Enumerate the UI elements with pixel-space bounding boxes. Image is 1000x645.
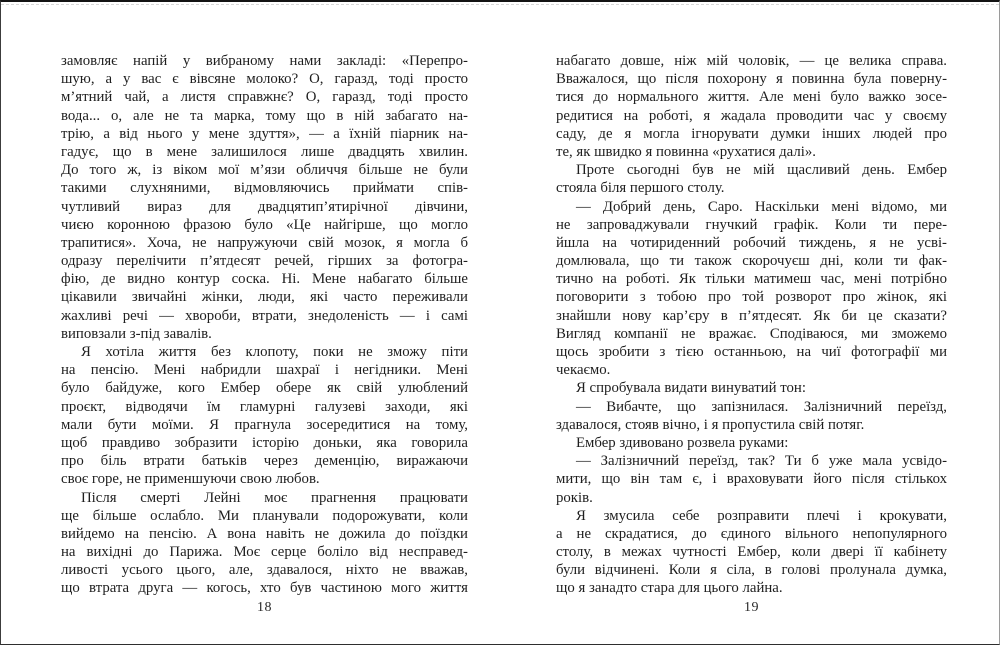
text-line: років.: [555, 489, 593, 506]
text-line: такими слухняними, відмовляючись приймати спів-: [61, 180, 468, 197]
text-line: те, як швидко я повинна «рухатися далі».: [555, 143, 816, 160]
text-line: не запроваджували гнучкий графік. Коли ти пере-: [555, 216, 947, 233]
text-line: гадує, що в мене залишилося лише двадцять хвилин.: [61, 143, 468, 160]
book-page-left: [1, 2, 500, 644]
text-line: проєкт, відводячи їм гламурні галузеві заходи, які: [61, 398, 468, 415]
text-line: чиєю коронною фразою було «Це найгірше, що могло: [61, 216, 468, 233]
book-page-right: [500, 2, 999, 644]
text-line: редитися на роботі, я жадала проводити час у своєму: [555, 107, 947, 124]
text-line: саду, де я могла ігнорувати думки інших людей про: [555, 125, 947, 142]
text-line: а не скрадатися, до єдиного вільного непопулярного: [555, 525, 947, 542]
text-line: Ембер здивовано розвела руками:: [575, 434, 789, 451]
text-line: — Добрий день, Саро. Наскільки мені відомо, ми: [575, 198, 947, 215]
text-line: одразу перелічити п’ятдесят речей, гірших за фотогра-: [61, 253, 468, 270]
text-line: на пенсію. Мені набридли шахраї і негідники. Мені: [61, 362, 468, 379]
text-line: мали бути моїми. Я прагнула зосередитися на тому,: [61, 416, 468, 433]
text-line: чекаємо.: [555, 362, 611, 379]
text-line: столу, в межах чутності Ембер, коли двері її кабінету: [555, 544, 947, 561]
text-line: трапитися». Хоча, не напружуючи свій мозок, я могла б: [61, 234, 468, 251]
text-line: жахливі речі — хвороби, втрати, знедоленість — і самі: [61, 307, 468, 324]
text-line: було байдуже, кого Ембер обере як свій улюблений: [61, 380, 468, 397]
text-line: Вважалося, що після похорону я повинна була поверну-: [555, 71, 947, 88]
text-line: стояла біля першого столу.: [555, 180, 725, 197]
text-line: тично на роботі. Як тільки матимеш час, мені потрібно: [555, 271, 947, 288]
text-line: чутливий вираз для двадцятип’ятирічної дівчини,: [61, 198, 468, 215]
text-line: замовляє напій у вибраному нами закладі: «Перепро-: [61, 53, 468, 69]
text-line: Проте сьогодні був не мій щасливий день. Ембер: [575, 162, 947, 179]
page-number-right: 19: [743, 600, 759, 615]
text-line: ливості усього цього, але, здавалося, ніхто не вважав,: [61, 562, 468, 579]
text-line: мити, що він там є, і враховувати його після стількох: [555, 471, 947, 488]
text-line: своє горе, не применшуючи свою любов.: [61, 471, 320, 488]
text-line: ще більше ослабло. Ми планували подорожувати, коли: [61, 507, 468, 524]
text-line: на вихідні до Парижа. Моє серце боліло від несправед-: [61, 544, 468, 561]
text-line: трію, а від нього у мене здуття», — а їхній піарник на-: [61, 125, 468, 142]
text-line: тися до нормального життя. Але мені було важко зосе-: [555, 89, 947, 106]
text-line: щоб правдиво зобразити історію доньки, яка говорила: [61, 434, 468, 451]
text-line: Я змусила себе розправити плечі і крокувати,: [575, 507, 947, 524]
text-line: знайшли нову кар’єру в п’ятдесят. Як би це сказати?: [555, 307, 947, 324]
page-text-left: [61, 52, 468, 598]
text-line: — Вибачте, що запізнилася. Залізничний переїзд,: [575, 398, 947, 415]
text-line: До того ж, із віком мої м’язи обличчя більше не були: [61, 162, 468, 179]
text-line: домлювала, що ти також скорочуєш дні, коли ти фак-: [555, 253, 947, 270]
text-line: виповзали з-під завалів.: [61, 325, 212, 342]
text-line: Я хотіла життя без клопоту, поки не зможу піти: [81, 344, 468, 360]
text-line: Я спробувала видати винуватий тон:: [575, 380, 806, 397]
text-line: здавалося, стояв вічно, і я пропустила свій потяг.: [555, 416, 865, 433]
text-line: Після смерті Лейні моє прагнення працювати: [81, 489, 468, 506]
text-line: — Залізничний переїзд, так? Ти б уже мала усвідо-: [575, 453, 947, 470]
text-line: набагато довше, ніж мій чоловік, — це велика справа.: [555, 53, 947, 69]
text-line: м’ятний чай, а листя справжнє? О, гаразд, тоді просто: [61, 89, 468, 106]
text-line: вийдемо на пенсію. А вона навіть не дожила до поїздки: [61, 525, 468, 542]
text-line: щось зробити з тією останньою, на чиї фотографії ми: [555, 344, 947, 360]
text-line: були відчинені. Коли я сіла, в голові пролунала думка,: [555, 562, 947, 579]
text-line: Вигляд компанії не вражає. Сподіваюся, ми зможемо: [555, 325, 947, 342]
text-line: йшла на чотириденний робочий тиждень, я не усві-: [555, 234, 947, 251]
page-text-right: [556, 52, 947, 598]
text-line: що втрата друга — когось, хто був частиною мого життя: [61, 580, 468, 597]
text-line: вода... о, але не та марка, тому що в ній забагато на-: [61, 107, 468, 124]
text-line: фію, де видно контур соска. Ні. Мене набагато більше: [61, 271, 468, 288]
text-line: що я занадто стара для цього лайна.: [555, 580, 783, 597]
text-line: цікавили звичайні жінки, люди, які часто переживали: [61, 289, 468, 306]
text-line: шую, а у вас є вівсяне молоко? О, гаразд, тоді просто: [61, 71, 468, 88]
text-line: про біль втрати батьків через деменцію, виражаючи: [61, 453, 468, 470]
page-number-left: 18: [256, 600, 272, 615]
text-line: поговорити з тобою про той розворот про жінок, які: [555, 289, 947, 306]
